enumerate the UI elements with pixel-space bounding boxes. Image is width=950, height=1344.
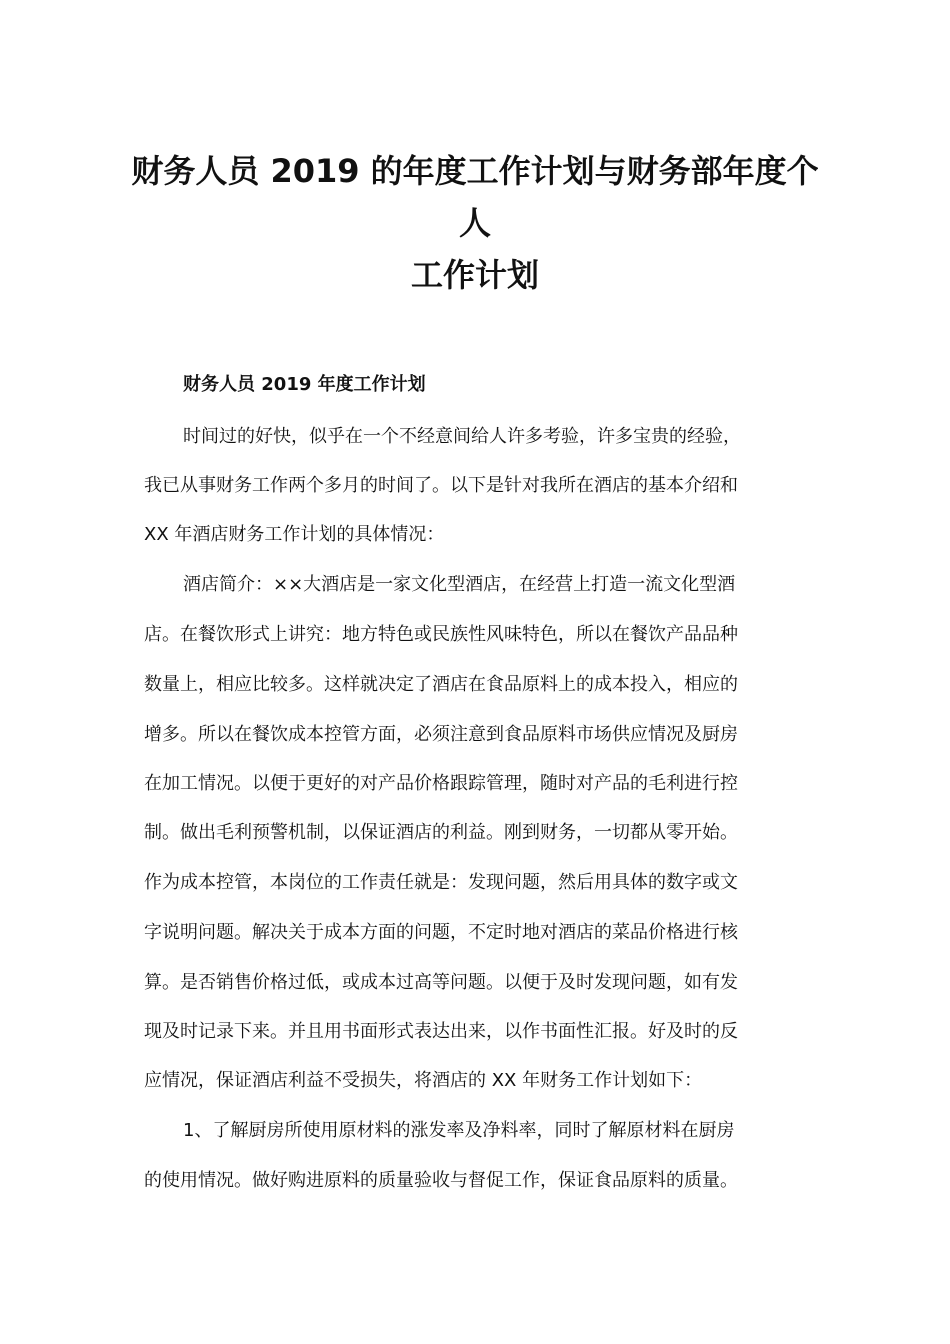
paragraph-line: 现及时记录下来。并且用书面形式表达出来，以作书面性汇报。好及时的反 <box>144 1021 738 1042</box>
paragraph-line: 作为成本控管，本岗位的工作责任就是：发现问题，然后用具体的数字或文 <box>144 872 738 893</box>
paragraph-line: 店。在餐饮形式上讲究：地方特色或民族性风味特色，所以在餐饮产品品种 <box>144 624 738 645</box>
paragraph-line: 应情况，保证酒店利益不受损失，将酒店的 XX 年财务工作计划如下： <box>144 1070 703 1091</box>
paragraph-line: 算。是否销售价格过低，或成本过高等问题。以便于及时发现问题，如有发 <box>144 972 738 993</box>
document-title-line-1: 财务人员 2019 的年度工作计划与财务部年度个人 <box>131 152 819 242</box>
section-heading: 财务人员 2019 年度工作计划 <box>183 374 426 395</box>
document-title <box>130 145 820 301</box>
paragraph-line: 增多。所以在餐饮成本控管方面，必须注意到食品原料市场供应情况及厨房 <box>144 724 738 745</box>
paragraph-line: 酒店简介：××大酒店是一家文化型酒店，在经营上打造一流文化型酒 <box>183 574 736 595</box>
paragraph-line: 时间过的好快，似乎在一个不经意间给人许多考验，许多宝贵的经验， <box>183 426 741 447</box>
paragraph-line: 字说明问题。解决关于成本方面的问题，不定时地对酒店的菜品价格进行核 <box>144 922 738 943</box>
document-title-line-2: 工作计划 <box>410 256 539 294</box>
paragraph-line: 数量上，相应比较多。这样就决定了酒店在食品原料上的成本投入，相应的 <box>144 674 738 695</box>
paragraph-line: 的使用情况。做好购进原料的质量验收与督促工作，保证食品原料的质量。 <box>144 1170 738 1191</box>
paragraph-line: 在加工情况。以便于更好的对产品价格跟踪管理，随时对产品的毛利进行控 <box>144 773 738 794</box>
paragraph-line: 制。做出毛利预警机制，以保证酒店的利益。刚到财务，一切都从零开始。 <box>144 822 738 843</box>
paragraph-line: 1、了解厨房所使用原材料的涨发率及净料率，同时了解原材料在厨房 <box>183 1120 735 1141</box>
paragraph-line: XX 年酒店财务工作计划的具体情况： <box>144 524 445 545</box>
paragraph-line: 我已从事财务工作两个多月的时间了。以下是针对我所在酒店的基本介绍和 <box>144 475 738 496</box>
